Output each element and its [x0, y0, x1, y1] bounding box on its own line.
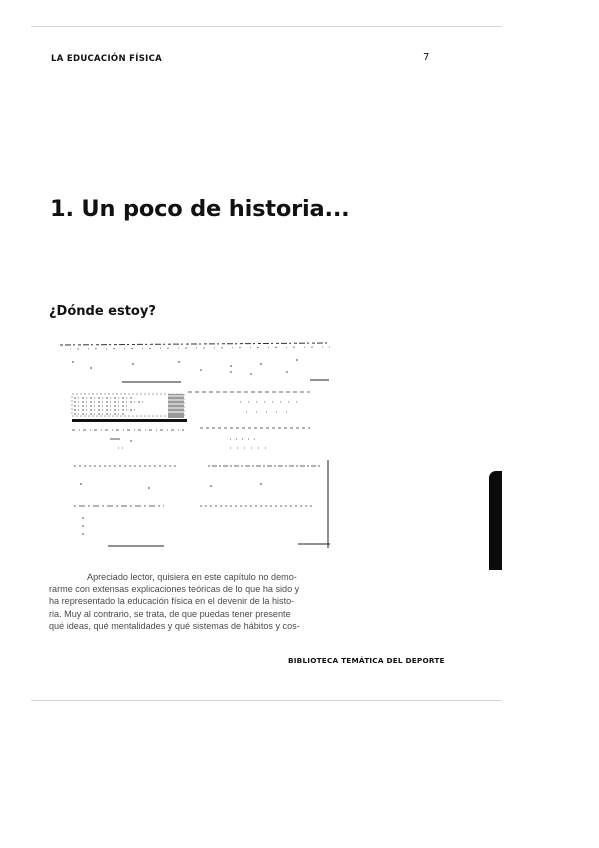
chapter-edge-tab [489, 471, 502, 570]
body-line: qué ideas, qué mentalidades y qué sistemas de hábitos y cos- [49, 620, 300, 631]
page-bottom-rule [31, 700, 502, 701]
section-heading: ¿Dónde estoy? [49, 304, 156, 319]
series-footer-title: BIBLIOTECA TEMÁTICA DEL DEPORTE [288, 656, 445, 665]
body-line: Apreciado lector, quisiera en este capítulo no demo- [87, 572, 297, 582]
scanned-figure-artwork [60, 338, 340, 553]
chapter-title: 1. Un poco de historia... [50, 196, 350, 222]
scanned-figure [60, 338, 340, 553]
body-line: ha representado la educación física en el devenir de la histo- [49, 596, 295, 607]
running-header-title: LA EDUCACIÓN FÍSICA [51, 54, 163, 64]
body-line: ria. Muy al contrario, se trata, de que puedas tener presente [49, 608, 291, 619]
body-line: rarme con extensas explicaciones teóricas de lo que ha sido y [49, 584, 300, 595]
page-top-rule [31, 26, 502, 27]
body-paragraph [49, 571, 337, 632]
page-number: 7 [423, 52, 430, 63]
